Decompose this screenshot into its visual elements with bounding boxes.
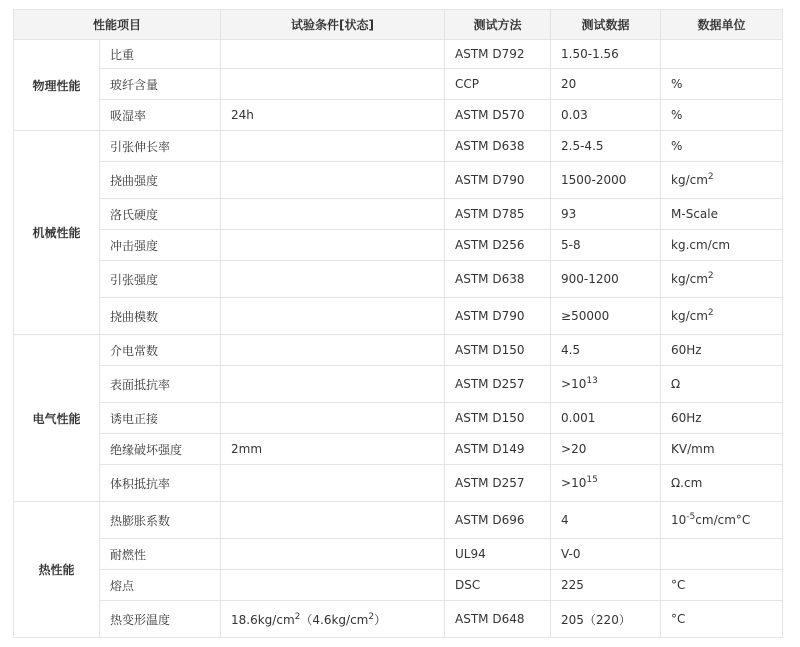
property-item-text: 玻纤含量 [110, 77, 159, 92]
table-row [14, 162, 783, 199]
data-unit-text: °C [671, 578, 686, 592]
test-value-text: ≥50000 [561, 309, 610, 323]
test-condition [221, 335, 445, 366]
group-name: 物理性能 [14, 40, 100, 131]
test-method [445, 199, 551, 230]
test-method-text: ASTM D150 [455, 411, 525, 425]
data-unit [661, 69, 783, 100]
test-method-text: ASTM D257 [455, 476, 525, 490]
test-method-text: CCP [455, 77, 480, 91]
test-value [551, 230, 661, 261]
test-method-text: ASTM D257 [455, 377, 525, 391]
property-item [100, 570, 221, 601]
data-unit [661, 601, 783, 638]
test-value-text: 93 [561, 207, 577, 221]
data-unit-suffix: cm/cm°C [695, 513, 751, 527]
data-unit-text: kg/cm [671, 309, 708, 323]
data-unit [661, 298, 783, 335]
data-unit-text: % [671, 108, 683, 122]
test-condition-suffix: ） [374, 612, 387, 627]
data-unit-superscript: 2 [707, 172, 714, 182]
property-item [100, 298, 221, 335]
test-method-text: ASTM D150 [455, 343, 525, 357]
test-value-text: 4 [561, 513, 569, 527]
table-row [14, 434, 783, 465]
test-method-text: ASTM D648 [455, 612, 525, 626]
property-item [100, 230, 221, 261]
data-unit-text: kg/cm [671, 173, 708, 187]
data-unit [661, 434, 783, 465]
table-row [14, 539, 783, 570]
test-method [445, 40, 551, 69]
test-value-text: 1500-2000 [561, 173, 627, 187]
test-condition-text: 18.6kg/cm [231, 612, 295, 627]
header-test-data: 测试数据 [551, 10, 661, 40]
data-unit [661, 570, 783, 601]
test-value-text: >10 [561, 476, 587, 490]
test-method [445, 261, 551, 298]
property-item-text: 诱电正接 [110, 411, 159, 426]
test-method [445, 100, 551, 131]
property-item [100, 502, 221, 539]
test-method-text: ASTM D785 [455, 207, 525, 221]
property-item-text: 表面抵抗率 [110, 377, 171, 392]
property-item-text: 熔点 [110, 578, 135, 593]
test-method [445, 230, 551, 261]
test-value [551, 100, 661, 131]
group-name: 热性能 [14, 502, 100, 638]
data-unit [661, 403, 783, 434]
data-unit-text: 10 [671, 513, 687, 527]
header-property-item: 性能项目 [14, 10, 221, 40]
table-row [14, 40, 783, 69]
test-value-text: 4.5 [561, 343, 581, 357]
property-item-text: 体积抵抗率 [110, 476, 171, 491]
test-condition [221, 502, 445, 539]
test-method-text: ASTM D638 [455, 272, 525, 286]
property-item-text: 挠曲强度 [110, 173, 159, 188]
group-name: 机械性能 [14, 131, 100, 335]
table-body [14, 40, 783, 638]
test-value [551, 366, 661, 403]
test-value [551, 465, 661, 502]
test-value-text: 0.001 [561, 411, 596, 425]
data-unit [661, 261, 783, 298]
property-item [100, 366, 221, 403]
data-unit [661, 100, 783, 131]
property-item-text: 引张强度 [110, 272, 159, 287]
test-value-text: >20 [561, 442, 587, 456]
test-method-text: UL94 [455, 547, 486, 561]
property-item-text: 耐燃性 [110, 547, 147, 562]
table-row [14, 230, 783, 261]
data-unit [661, 502, 783, 539]
data-unit [661, 366, 783, 403]
property-item [100, 100, 221, 131]
test-condition [221, 100, 445, 131]
table-header-row [14, 10, 783, 40]
property-item [100, 601, 221, 638]
property-item [100, 539, 221, 570]
test-method [445, 366, 551, 403]
table-row [14, 131, 783, 162]
test-value [551, 131, 661, 162]
test-condition [221, 601, 445, 638]
test-method-text: ASTM D638 [455, 139, 525, 153]
data-unit-text: °C [671, 612, 686, 626]
header-test-method: 测试方法 [445, 10, 551, 40]
test-value [551, 502, 661, 539]
data-unit-text: Ω.cm [671, 476, 703, 490]
property-item [100, 69, 221, 100]
test-value-text: 205（220） [561, 612, 631, 627]
data-unit-superscript: 2 [707, 308, 714, 318]
data-unit [661, 199, 783, 230]
test-method-text: ASTM D256 [455, 238, 525, 252]
test-method-text: ASTM D792 [455, 47, 525, 61]
test-value-text: 900-1200 [561, 272, 619, 286]
data-unit-text: 60Hz [671, 343, 702, 357]
header-data-unit: 数据单位 [661, 10, 783, 40]
test-condition-superscript: 2 [294, 611, 301, 622]
test-method [445, 601, 551, 638]
test-method [445, 502, 551, 539]
test-method [445, 403, 551, 434]
test-method [445, 465, 551, 502]
property-item-text: 引张伸长率 [110, 139, 171, 154]
test-method [445, 434, 551, 465]
test-value [551, 335, 661, 366]
property-item-text: 挠曲模数 [110, 309, 159, 324]
test-method [445, 162, 551, 199]
test-value [551, 434, 661, 465]
test-value-text: 5-8 [561, 238, 581, 252]
property-item [100, 261, 221, 298]
test-method [445, 539, 551, 570]
table-row [14, 570, 783, 601]
test-value-text: V-0 [561, 547, 581, 561]
test-value [551, 261, 661, 298]
property-item-text: 吸湿率 [110, 108, 147, 123]
table-row [14, 199, 783, 230]
test-method [445, 335, 551, 366]
test-method [445, 570, 551, 601]
test-method-text: ASTM D790 [455, 309, 525, 323]
test-value-superscript: 13 [586, 376, 598, 386]
test-method [445, 298, 551, 335]
table-row [14, 403, 783, 434]
table-row [14, 502, 783, 539]
test-method [445, 131, 551, 162]
test-method-text: DSC [455, 578, 481, 592]
test-value [551, 298, 661, 335]
test-condition [221, 69, 445, 100]
test-method-text: ASTM D570 [455, 108, 525, 122]
test-value [551, 69, 661, 100]
data-unit-text: % [671, 77, 683, 91]
data-unit-text: Ω [671, 377, 681, 391]
test-condition [221, 162, 445, 199]
group-name: 电气性能 [14, 335, 100, 502]
test-value-text: 0.03 [561, 108, 588, 122]
property-item [100, 465, 221, 502]
table-row [14, 298, 783, 335]
test-value-text: 1.50-1.56 [561, 47, 619, 61]
test-condition [221, 40, 445, 69]
test-condition [221, 261, 445, 298]
property-item-text: 热膨胀系数 [110, 513, 171, 528]
table-row [14, 601, 783, 638]
table-row [14, 366, 783, 403]
test-condition [221, 131, 445, 162]
data-unit [661, 539, 783, 570]
property-item [100, 434, 221, 465]
test-value [551, 601, 661, 638]
property-item [100, 199, 221, 230]
test-condition [221, 403, 445, 434]
data-unit-text: kg.cm/cm [671, 238, 731, 252]
property-item-text: 冲击强度 [110, 238, 159, 253]
test-value [551, 40, 661, 69]
data-unit-text: kg/cm [671, 272, 708, 286]
property-item [100, 162, 221, 199]
test-condition [221, 230, 445, 261]
test-condition-text: 2mm [231, 442, 263, 456]
test-value [551, 162, 661, 199]
test-method-text: ASTM D149 [455, 442, 525, 456]
test-value-text: 2.5-4.5 [561, 139, 604, 153]
test-condition [221, 465, 445, 502]
data-unit [661, 465, 783, 502]
test-value [551, 570, 661, 601]
test-condition [221, 570, 445, 601]
data-unit-superscript: -5 [686, 512, 696, 522]
data-unit [661, 162, 783, 199]
test-condition-text: 24h [231, 108, 254, 122]
property-item-text: 比重 [110, 47, 135, 62]
property-item [100, 131, 221, 162]
table-row [14, 335, 783, 366]
properties-table [13, 9, 783, 638]
test-value-superscript: 15 [586, 475, 598, 485]
test-value-text: 225 [561, 578, 584, 592]
table-row [14, 100, 783, 131]
test-condition-superscript: 2 [368, 611, 375, 622]
property-item [100, 40, 221, 69]
data-unit [661, 335, 783, 366]
property-item-text: 热变形温度 [110, 612, 171, 627]
property-item [100, 335, 221, 366]
test-method-text: ASTM D696 [455, 513, 525, 527]
test-condition [221, 298, 445, 335]
table-row [14, 69, 783, 100]
table-row [14, 465, 783, 502]
data-unit-text: 60Hz [671, 411, 702, 425]
test-method-text: ASTM D790 [455, 173, 525, 187]
property-item-text: 洛氏硬度 [110, 207, 159, 222]
test-condition [221, 434, 445, 465]
test-value [551, 199, 661, 230]
data-unit [661, 131, 783, 162]
data-unit-text: % [671, 139, 683, 153]
data-unit-text: KV/mm [671, 442, 715, 456]
property-item [100, 403, 221, 434]
table-row [14, 261, 783, 298]
test-condition [221, 199, 445, 230]
test-condition [221, 366, 445, 403]
test-value-text: 20 [561, 77, 577, 91]
header-test-condition: 试验条件[状态] [221, 10, 445, 40]
property-item-text: 介电常数 [110, 343, 159, 358]
test-value-text: >10 [561, 377, 587, 391]
test-method [445, 69, 551, 100]
test-value [551, 539, 661, 570]
data-unit [661, 40, 783, 69]
test-value [551, 403, 661, 434]
data-unit-text: M-Scale [671, 207, 718, 221]
test-condition-suffix: （4.6kg/cm [300, 612, 369, 627]
data-unit [661, 230, 783, 261]
property-item-text: 绝缘破坏强度 [110, 442, 183, 457]
data-unit-superscript: 2 [707, 271, 714, 281]
test-condition [221, 539, 445, 570]
